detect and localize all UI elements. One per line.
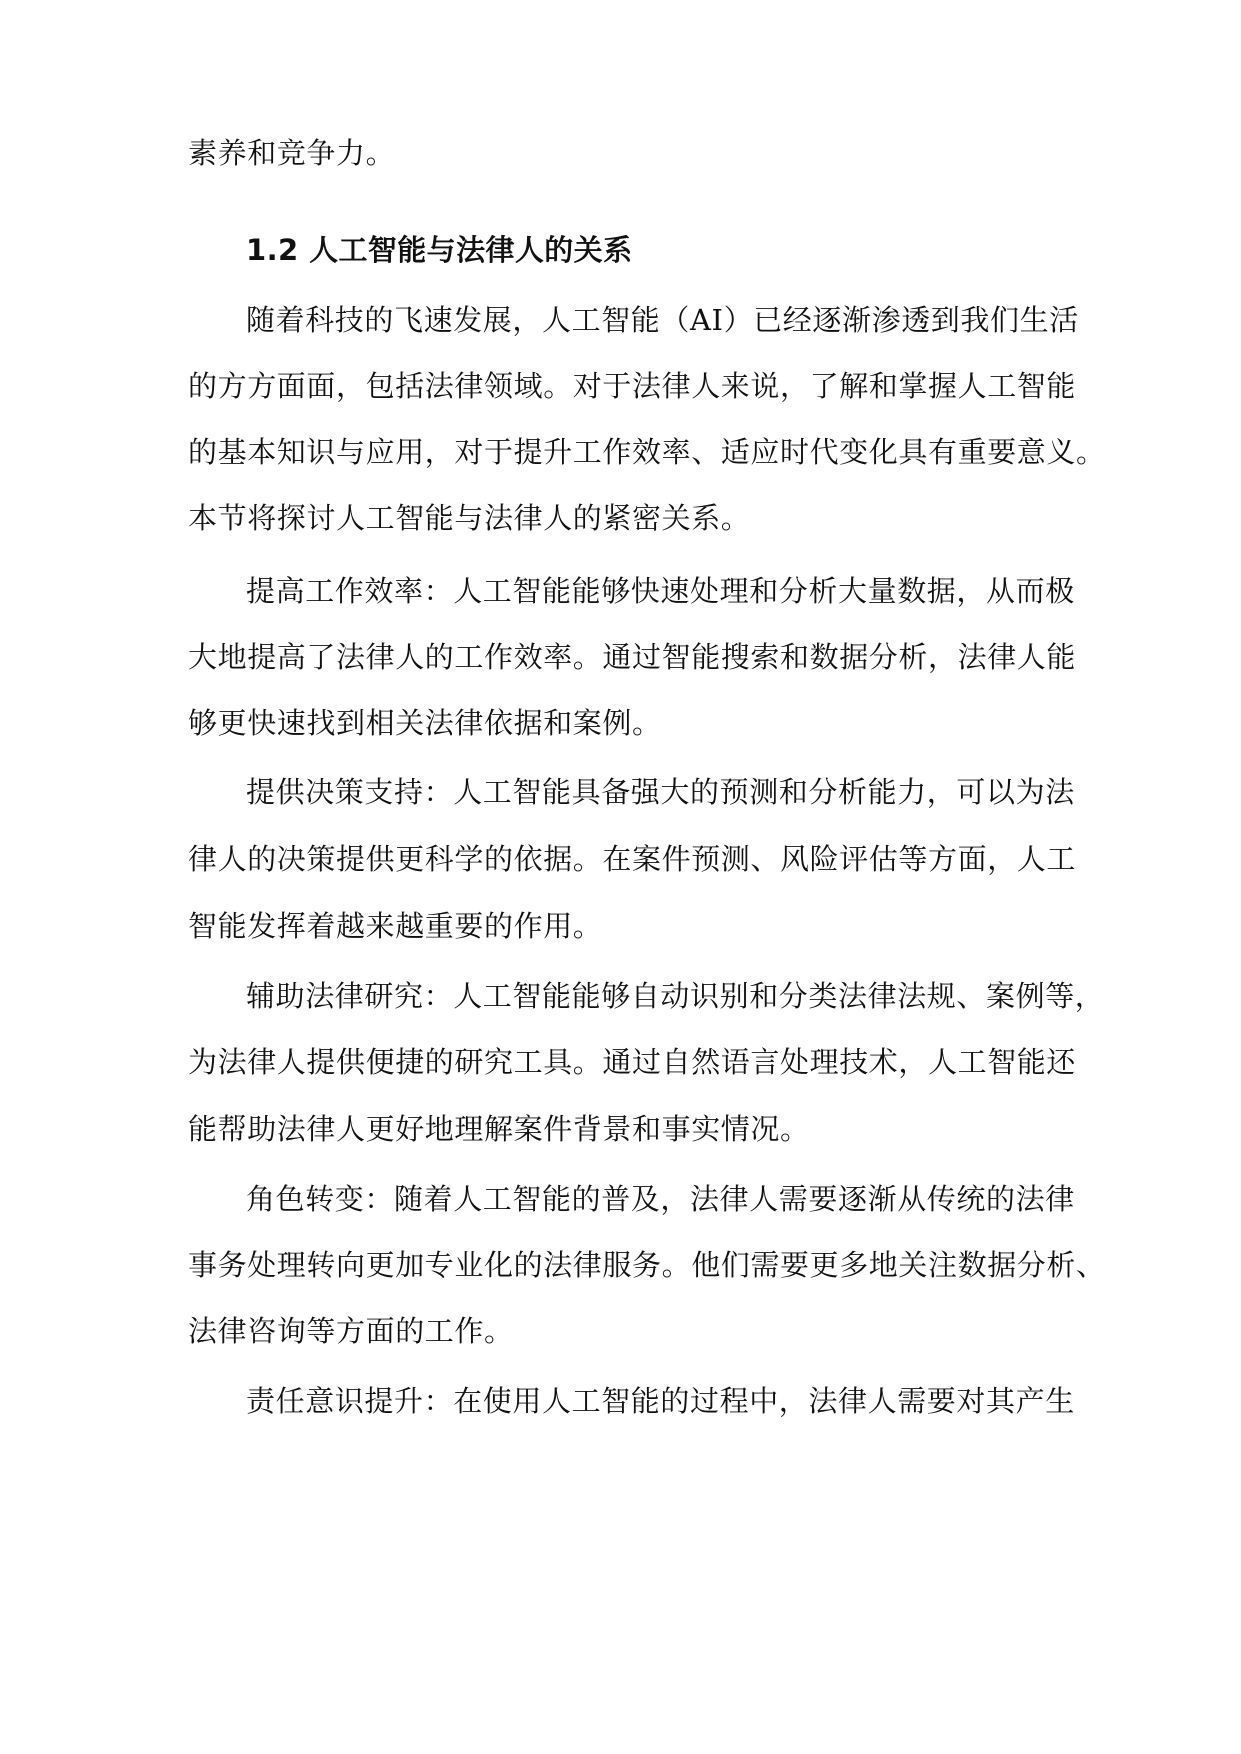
- paragraph-line: 本节将探讨人工智能与法律人的紧密关系。: [188, 501, 751, 535]
- paragraph-line: 能帮助法律人更好地理解案件背景和事实情况。: [188, 1112, 810, 1146]
- paragraph-line: 律人的决策提供更科学的依据。在案件预测、风险评估等方面，人工: [188, 842, 1077, 876]
- paragraph-line: 法律咨询等方面的工作。: [188, 1314, 514, 1348]
- paragraph-line: 大地提高了法律人的工作效率。通过智能搜索和数据分析，法律人能: [188, 640, 1077, 674]
- paragraph-line: 的基本知识与应用，对于提升工作效率、适应时代变化具有重要意义。: [188, 435, 1106, 469]
- paragraph-line: 责任意识提升：在使用人工智能的过程中，法律人需要对其产生: [246, 1384, 1075, 1418]
- paragraph-line: 智能发挥着越来越重要的作用。: [188, 909, 603, 943]
- paragraph-line: 为法律人提供便捷的研究工具。通过自然语言处理技术，人工智能还: [188, 1045, 1077, 1079]
- paragraph-line: 素养和竞争力。: [188, 136, 396, 170]
- paragraph-line: 够更快速找到相关法律依据和案例。: [188, 706, 662, 740]
- paragraph-line: 事务处理转向更加专业化的法律服务。他们需要更多地关注数据分析、: [188, 1248, 1106, 1282]
- paragraph-line: 的方方面面，包括法律领域。对于法律人来说，了解和掌握人工智能: [188, 369, 1077, 403]
- paragraph-line: 提高工作效率：人工智能能够快速处理和分析大量数据，从而极: [246, 574, 1075, 608]
- paragraph-line: 随着科技的飞速发展，人工智能（AI）已经逐渐渗透到我们生活: [246, 303, 1079, 337]
- paragraph-line: 提供决策支持：人工智能具备强大的预测和分析能力，可以为法: [246, 775, 1075, 809]
- section-heading: 1.2 人工智能与法律人的关系: [246, 233, 633, 267]
- paragraph-line: 辅助法律研究：人工智能能够自动识别和分类法律法规、案例等，: [246, 979, 1105, 1013]
- paragraph-line: 角色转变：随着人工智能的普及，法律人需要逐渐从传统的法律: [246, 1182, 1075, 1216]
